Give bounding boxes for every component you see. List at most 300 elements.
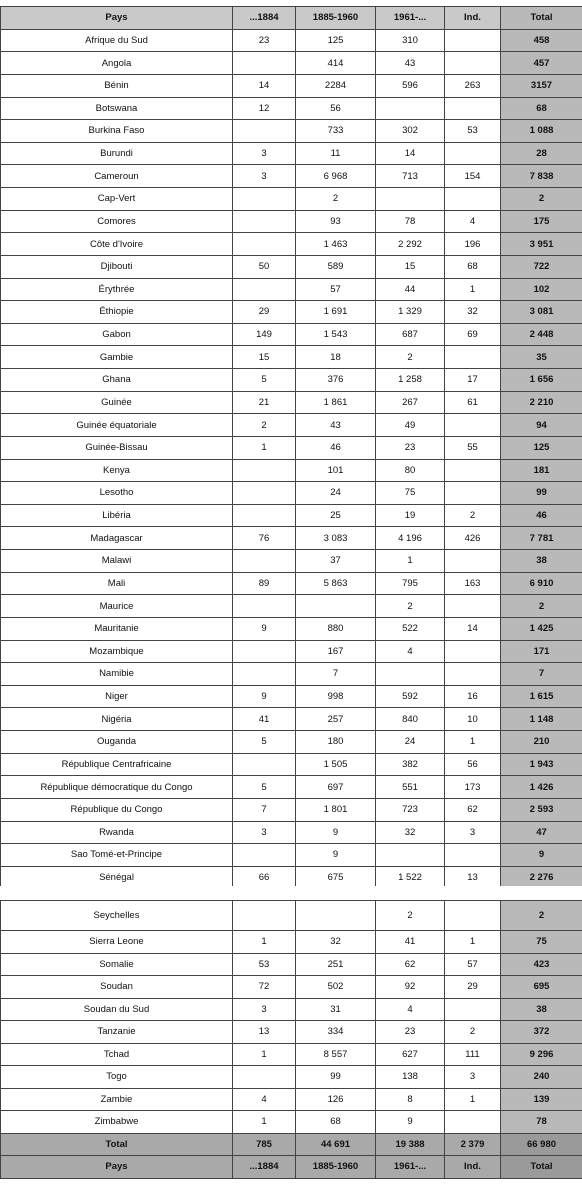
cell-unknown	[445, 595, 501, 618]
cell-period-2: 18	[296, 346, 376, 369]
table-row	[1, 998, 582, 1021]
table-header-row	[1, 7, 582, 30]
cell-period-3: 1 522	[376, 866, 445, 889]
table-row	[1, 52, 582, 75]
cell-unknown	[445, 188, 501, 211]
cell-period-2: 125	[296, 29, 376, 52]
cell-total: 3 081	[501, 301, 582, 324]
table-row	[1, 97, 582, 120]
table-row	[1, 753, 582, 776]
cell-period-1	[233, 188, 296, 211]
cell-period-1	[233, 52, 296, 75]
cell-period-2: 2284	[296, 74, 376, 97]
cell-period-3: 24	[376, 731, 445, 754]
cell-country: Côte d'Ivoire	[1, 233, 233, 256]
footer-header-unknown: Ind.	[445, 1156, 501, 1179]
cell-total: 38	[501, 998, 582, 1021]
cell-country: Burundi	[1, 142, 233, 165]
cell-unknown: 13	[445, 866, 501, 889]
cell-period-1: 5	[233, 369, 296, 392]
table-row	[1, 708, 582, 731]
cell-period-1	[233, 120, 296, 143]
cell-period-2: 7	[296, 663, 376, 686]
cell-country: Guinée	[1, 391, 233, 414]
table-row	[1, 731, 582, 754]
cell-period-3: 43	[376, 52, 445, 75]
cell-unknown	[445, 1111, 501, 1134]
cell-total: 2	[501, 901, 582, 931]
cell-period-3: 1 329	[376, 301, 445, 324]
totals-period-1: 785	[233, 1133, 296, 1156]
cell-unknown: 196	[445, 233, 501, 256]
cell-unknown: 53	[445, 120, 501, 143]
cell-country: Guinée équatoriale	[1, 414, 233, 437]
cell-period-3: 2 292	[376, 233, 445, 256]
cell-country: Afrique du Sud	[1, 29, 233, 52]
cell-period-2: 126	[296, 1088, 376, 1111]
cell-country: Nigéria	[1, 708, 233, 731]
cell-country: Gambie	[1, 346, 233, 369]
cell-unknown: 16	[445, 685, 501, 708]
cell-period-3: 4	[376, 998, 445, 1021]
cell-unknown	[445, 901, 501, 931]
cell-period-1	[233, 459, 296, 482]
cell-total: 1 148	[501, 708, 582, 731]
table-row	[1, 414, 582, 437]
table-row	[1, 504, 582, 527]
table-row	[1, 29, 582, 52]
footer-header-period-2: 1885-1960	[296, 1156, 376, 1179]
cell-total: 7	[501, 663, 582, 686]
cell-period-1: 9	[233, 685, 296, 708]
header-period-1: ...1884	[233, 7, 296, 30]
cell-period-1: 12	[233, 97, 296, 120]
cell-country: République démocratique du Congo	[1, 776, 233, 799]
table-row	[1, 953, 582, 976]
cell-period-3: 32	[376, 821, 445, 844]
header-period-2: 1885-1960	[296, 7, 376, 30]
cell-total: 2	[501, 188, 582, 211]
cell-period-2: 101	[296, 459, 376, 482]
table-row	[1, 976, 582, 999]
cell-period-2: 998	[296, 685, 376, 708]
cell-period-1: 1	[233, 931, 296, 954]
cell-country: Soudan	[1, 976, 233, 999]
cell-period-2: 37	[296, 550, 376, 573]
cell-period-1	[233, 595, 296, 618]
cell-period-2: 43	[296, 414, 376, 437]
cell-unknown: 61	[445, 391, 501, 414]
cell-period-3: 44	[376, 278, 445, 301]
cell-period-1	[233, 550, 296, 573]
cell-unknown: 1	[445, 278, 501, 301]
cell-unknown: 1	[445, 1088, 501, 1111]
cell-period-2: 697	[296, 776, 376, 799]
cell-total: 3 951	[501, 233, 582, 256]
cell-period-1: 5	[233, 731, 296, 754]
cell-period-3: 627	[376, 1043, 445, 1066]
cell-unknown	[445, 52, 501, 75]
table-row	[1, 255, 582, 278]
table-row	[1, 550, 582, 573]
cell-period-3: 80	[376, 459, 445, 482]
cell-country: Érythrée	[1, 278, 233, 301]
table-row	[1, 1088, 582, 1111]
table-row	[1, 459, 582, 482]
cell-country: Sénégal	[1, 866, 233, 889]
cell-unknown: 55	[445, 436, 501, 459]
cell-unknown	[445, 998, 501, 1021]
cell-country: Niger	[1, 685, 233, 708]
cell-period-1: 76	[233, 527, 296, 550]
table-row	[1, 278, 582, 301]
cell-period-3: 23	[376, 436, 445, 459]
table-row	[1, 233, 582, 256]
cell-period-1: 9	[233, 617, 296, 640]
cell-period-1: 13	[233, 1021, 296, 1044]
table-row	[1, 572, 582, 595]
table-row	[1, 685, 582, 708]
cell-period-2: 56	[296, 97, 376, 120]
cell-period-1: 41	[233, 708, 296, 731]
cell-country: Seychelles	[1, 901, 233, 931]
cell-period-2: 5 863	[296, 572, 376, 595]
cell-period-3	[376, 188, 445, 211]
cell-country: Zimbabwe	[1, 1111, 233, 1134]
cell-period-2: 24	[296, 482, 376, 505]
cell-period-2: 57	[296, 278, 376, 301]
cell-total: 457	[501, 52, 582, 75]
cell-country: Libéria	[1, 504, 233, 527]
cell-period-3: 713	[376, 165, 445, 188]
table-row	[1, 436, 582, 459]
cell-period-1: 3	[233, 821, 296, 844]
footer-header-total: Total	[501, 1156, 582, 1179]
cell-country: Sierra Leone	[1, 931, 233, 954]
footer-header-period-1: ...1884	[233, 1156, 296, 1179]
table-row	[1, 527, 582, 550]
cell-unknown: 56	[445, 753, 501, 776]
cell-period-1: 149	[233, 323, 296, 346]
cell-period-1	[233, 278, 296, 301]
cell-period-3: 49	[376, 414, 445, 437]
table-row	[1, 1066, 582, 1089]
cell-country: Ghana	[1, 369, 233, 392]
cell-country: Togo	[1, 1066, 233, 1089]
cell-country: Comores	[1, 210, 233, 233]
cell-period-1: 89	[233, 572, 296, 595]
cell-period-2: 733	[296, 120, 376, 143]
cell-period-2: 8 557	[296, 1043, 376, 1066]
cell-period-2: 11	[296, 142, 376, 165]
cell-total: 35	[501, 346, 582, 369]
table-row	[1, 369, 582, 392]
cell-period-1: 3	[233, 165, 296, 188]
cell-unknown	[445, 482, 501, 505]
cell-period-1: 21	[233, 391, 296, 414]
table-row	[1, 482, 582, 505]
cell-total: 181	[501, 459, 582, 482]
table-row	[1, 210, 582, 233]
cell-total: 9 296	[501, 1043, 582, 1066]
cell-total: 28	[501, 142, 582, 165]
cell-total: 372	[501, 1021, 582, 1044]
cell-period-2: 334	[296, 1021, 376, 1044]
cell-total: 7 781	[501, 527, 582, 550]
cell-unknown: 163	[445, 572, 501, 595]
cell-period-1	[233, 1066, 296, 1089]
cell-total: 2 448	[501, 323, 582, 346]
cell-unknown: 32	[445, 301, 501, 324]
cell-period-1: 29	[233, 301, 296, 324]
cell-unknown: 426	[445, 527, 501, 550]
cell-period-2: 1 691	[296, 301, 376, 324]
cell-period-1	[233, 901, 296, 931]
cell-period-1: 53	[233, 953, 296, 976]
cell-country: Cap-Vert	[1, 188, 233, 211]
cell-unknown: 111	[445, 1043, 501, 1066]
cell-country: Angola	[1, 52, 233, 75]
cell-period-2	[296, 901, 376, 931]
cell-period-2: 376	[296, 369, 376, 392]
cell-country: Maurice	[1, 595, 233, 618]
cell-period-3: 596	[376, 74, 445, 97]
cell-total: 2	[501, 595, 582, 618]
totals-unknown: 2 379	[445, 1133, 501, 1156]
cell-unknown	[445, 844, 501, 867]
cell-period-1: 50	[233, 255, 296, 278]
table-row	[1, 844, 582, 867]
totals-label: Total	[1, 1133, 233, 1156]
cell-period-1: 1	[233, 436, 296, 459]
cell-total: 171	[501, 640, 582, 663]
table-row	[1, 142, 582, 165]
cell-unknown: 2	[445, 504, 501, 527]
cell-period-1: 5	[233, 776, 296, 799]
cell-total: 75	[501, 931, 582, 954]
cell-period-2	[296, 595, 376, 618]
cell-period-3: 62	[376, 953, 445, 976]
cell-period-3: 75	[376, 482, 445, 505]
cell-unknown: 173	[445, 776, 501, 799]
cell-unknown: 2	[445, 1021, 501, 1044]
cell-period-2: 93	[296, 210, 376, 233]
cell-period-3: 723	[376, 798, 445, 821]
cell-total: 125	[501, 436, 582, 459]
cell-period-3: 8	[376, 1088, 445, 1111]
cell-period-3: 840	[376, 708, 445, 731]
header-country: Pays	[1, 7, 233, 30]
cell-unknown	[445, 640, 501, 663]
cell-unknown: 10	[445, 708, 501, 731]
cell-unknown	[445, 550, 501, 573]
cell-period-2: 2	[296, 188, 376, 211]
cell-period-3: 795	[376, 572, 445, 595]
cell-unknown	[445, 142, 501, 165]
table-row	[1, 346, 582, 369]
cell-total: 175	[501, 210, 582, 233]
cell-country: Kenya	[1, 459, 233, 482]
table-row	[1, 1111, 582, 1134]
cell-period-2: 675	[296, 866, 376, 889]
table-row	[1, 165, 582, 188]
data-table-part-1	[0, 6, 582, 889]
cell-unknown	[445, 663, 501, 686]
table-row	[1, 617, 582, 640]
cell-period-2: 1 801	[296, 798, 376, 821]
cell-period-3: 2	[376, 346, 445, 369]
cell-period-2: 31	[296, 998, 376, 1021]
cell-country: Somalie	[1, 953, 233, 976]
cell-country: Djibouti	[1, 255, 233, 278]
cell-period-1: 23	[233, 29, 296, 52]
totals-total: 66 980	[501, 1133, 582, 1156]
cell-country: Guinée-Bissau	[1, 436, 233, 459]
cell-country: Bénin	[1, 74, 233, 97]
cell-period-1: 3	[233, 998, 296, 1021]
cell-period-3: 2	[376, 901, 445, 931]
cell-total: 99	[501, 482, 582, 505]
cell-period-2: 502	[296, 976, 376, 999]
cell-period-2: 251	[296, 953, 376, 976]
cell-country: Sao Tomé-et-Principe	[1, 844, 233, 867]
cell-total: 139	[501, 1088, 582, 1111]
cell-country: Tchad	[1, 1043, 233, 1066]
cell-total: 47	[501, 821, 582, 844]
cell-country: Burkina Faso	[1, 120, 233, 143]
table-row	[1, 391, 582, 414]
cell-total: 3157	[501, 74, 582, 97]
cell-unknown: 62	[445, 798, 501, 821]
cell-total: 38	[501, 550, 582, 573]
cell-period-2: 99	[296, 1066, 376, 1089]
cell-country: Ouganda	[1, 731, 233, 754]
cell-period-2: 1 861	[296, 391, 376, 414]
cell-period-2: 68	[296, 1111, 376, 1134]
table-row	[1, 798, 582, 821]
cell-unknown: 3	[445, 821, 501, 844]
cell-period-1: 4	[233, 1088, 296, 1111]
cell-total: 1 088	[501, 120, 582, 143]
cell-period-1: 3	[233, 142, 296, 165]
cell-period-1	[233, 482, 296, 505]
cell-country: Tanzanie	[1, 1021, 233, 1044]
cell-country: Éthiopie	[1, 301, 233, 324]
cell-period-2: 180	[296, 731, 376, 754]
cell-period-3: 4 196	[376, 527, 445, 550]
header-period-3: 1961-...	[376, 7, 445, 30]
cell-period-3: 551	[376, 776, 445, 799]
cell-total: 2 593	[501, 798, 582, 821]
cell-unknown: 69	[445, 323, 501, 346]
cell-period-3: 14	[376, 142, 445, 165]
cell-period-2: 1 463	[296, 233, 376, 256]
cell-total: 1 656	[501, 369, 582, 392]
cell-country: Mauritanie	[1, 617, 233, 640]
cell-total: 1 615	[501, 685, 582, 708]
cell-total: 94	[501, 414, 582, 437]
cell-period-1	[233, 233, 296, 256]
table-row	[1, 595, 582, 618]
cell-period-3: 267	[376, 391, 445, 414]
cell-unknown: 29	[445, 976, 501, 999]
cell-period-3: 9	[376, 1111, 445, 1134]
cell-country: Namibie	[1, 663, 233, 686]
data-table-part-2	[0, 900, 582, 1179]
table-row	[1, 931, 582, 954]
cell-period-1	[233, 640, 296, 663]
cell-total: 46	[501, 504, 582, 527]
cell-country: Cameroun	[1, 165, 233, 188]
cell-period-3: 1 258	[376, 369, 445, 392]
cell-country: Botswana	[1, 97, 233, 120]
cell-country: Rwanda	[1, 821, 233, 844]
cell-period-3: 19	[376, 504, 445, 527]
cell-period-3: 310	[376, 29, 445, 52]
table-row	[1, 1021, 582, 1044]
cell-period-1: 7	[233, 798, 296, 821]
table-row	[1, 74, 582, 97]
cell-total: 7 838	[501, 165, 582, 188]
footer-header-period-3: 1961-...	[376, 1156, 445, 1179]
table-row	[1, 323, 582, 346]
cell-period-1	[233, 844, 296, 867]
cell-period-3: 92	[376, 976, 445, 999]
cell-total: 458	[501, 29, 582, 52]
cell-total: 78	[501, 1111, 582, 1134]
cell-total: 102	[501, 278, 582, 301]
table-break	[0, 886, 582, 900]
cell-total: 423	[501, 953, 582, 976]
cell-country: Madagascar	[1, 527, 233, 550]
cell-country: Gabon	[1, 323, 233, 346]
table-row	[1, 776, 582, 799]
cell-country: Soudan du Sud	[1, 998, 233, 1021]
cell-period-3: 138	[376, 1066, 445, 1089]
cell-period-3: 1	[376, 550, 445, 573]
cell-country: République Centrafricaine	[1, 753, 233, 776]
cell-total: 1 426	[501, 776, 582, 799]
footer-header-country: Pays	[1, 1156, 233, 1179]
cell-unknown: 3	[445, 1066, 501, 1089]
cell-period-2: 414	[296, 52, 376, 75]
cell-total: 240	[501, 1066, 582, 1089]
cell-unknown	[445, 97, 501, 120]
cell-unknown: 57	[445, 953, 501, 976]
header-unknown: Ind.	[445, 7, 501, 30]
cell-unknown: 263	[445, 74, 501, 97]
cell-period-1	[233, 504, 296, 527]
cell-unknown: 68	[445, 255, 501, 278]
cell-unknown: 154	[445, 165, 501, 188]
cell-period-2: 589	[296, 255, 376, 278]
cell-period-3: 522	[376, 617, 445, 640]
cell-country: Zambie	[1, 1088, 233, 1111]
cell-total: 1 425	[501, 617, 582, 640]
cell-period-1: 1	[233, 1043, 296, 1066]
table-row	[1, 821, 582, 844]
cell-period-3: 15	[376, 255, 445, 278]
cell-period-2: 3 083	[296, 527, 376, 550]
cell-period-1	[233, 753, 296, 776]
cell-total: 6 910	[501, 572, 582, 595]
cell-period-1: 1	[233, 1111, 296, 1134]
cell-period-3: 4	[376, 640, 445, 663]
cell-period-3: 78	[376, 210, 445, 233]
cell-country: République du Congo	[1, 798, 233, 821]
cell-period-3: 2	[376, 595, 445, 618]
cell-period-2: 1 543	[296, 323, 376, 346]
